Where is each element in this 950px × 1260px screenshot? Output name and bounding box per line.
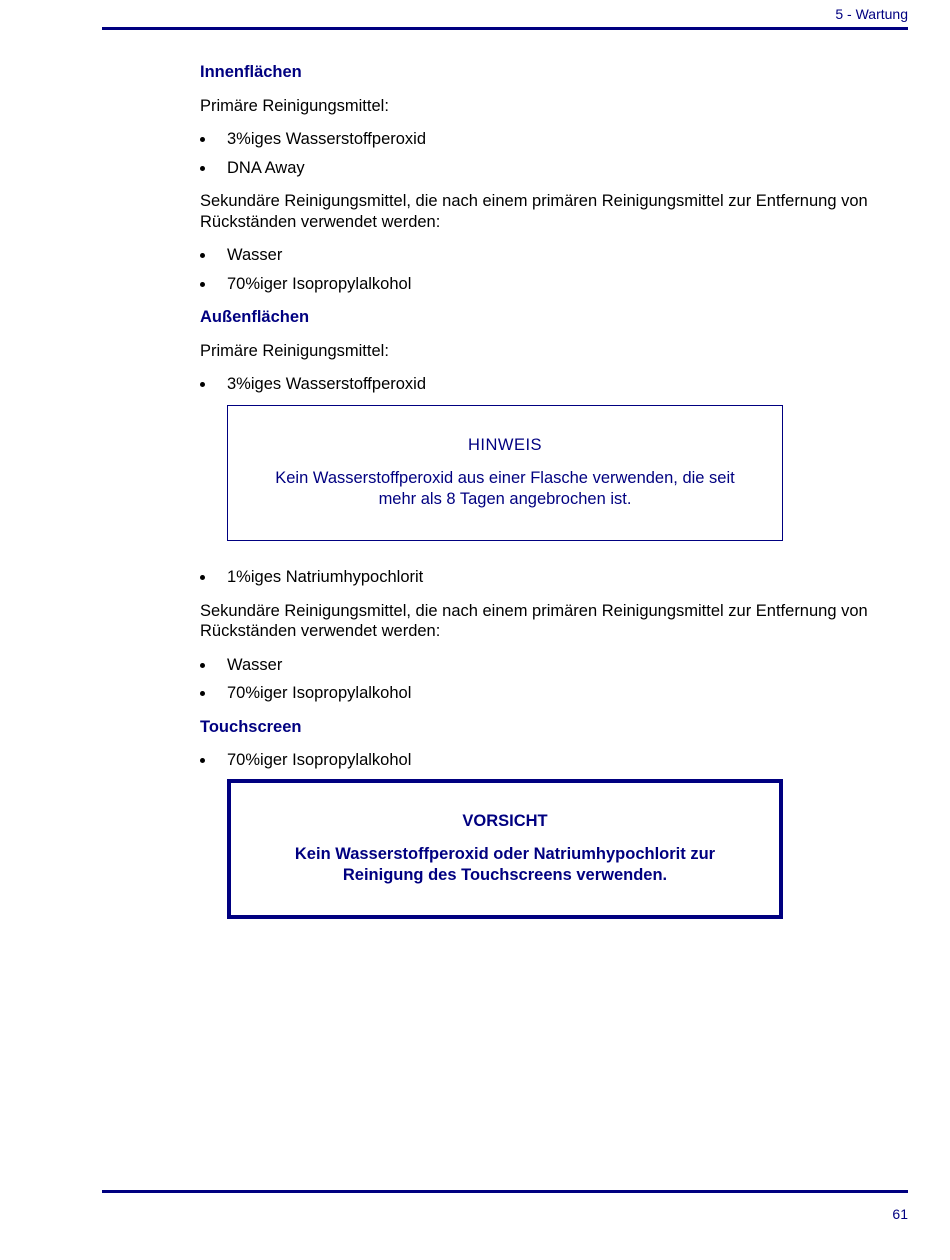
bullet-icon: [200, 253, 205, 258]
page-number: 61: [892, 1206, 908, 1222]
list-item: Wasser: [200, 655, 890, 676]
footer-rule: [102, 1190, 908, 1193]
list-item: 70%iger Isopropylalkohol: [200, 683, 890, 704]
bullet-icon: [200, 137, 205, 142]
bullet-icon: [200, 575, 205, 580]
outer-primary-list-continued: [200, 567, 890, 588]
outer-primary-list: [200, 374, 890, 395]
outer-secondary-label: Sekundäre Reinigungsmittel, die nach einem primären Reinigungsmittel zur Entfernung von Rückständen verwendet werden:: [200, 601, 868, 640]
bullet-icon: [200, 282, 205, 287]
touchscreen-list: [200, 750, 890, 771]
list-item: 3%iges Wasserstoffperoxid: [200, 129, 890, 150]
notice-text: Kein Wasserstoffperoxid aus einer Flasche verwenden, die seit mehr als 8 Tagen angebrochen ist.: [275, 469, 735, 508]
bullet-icon: [200, 663, 205, 668]
header-rule: [102, 27, 908, 30]
bullet-icon: [200, 382, 205, 387]
inner-primary-label: Primäre Reinigungsmittel:: [200, 96, 389, 115]
outer-secondary-list: [200, 655, 890, 704]
caution-box: [227, 779, 783, 920]
bullet-icon: [200, 691, 205, 696]
list-item: 1%iges Natriumhypochlorit: [200, 567, 890, 588]
notice-title: HINWEIS: [467, 435, 543, 454]
list-item: 70%iger Isopropylalkohol: [200, 274, 890, 295]
page-content: [200, 62, 890, 919]
notice-box: [227, 405, 783, 542]
heading-touchscreen: Touchscreen: [200, 717, 302, 736]
bullet-icon: [200, 166, 205, 171]
caution-text: Kein Wasserstoffperoxid oder Natriumhypochlorit zur Reinigung des Touchscreens verwenden.: [294, 845, 716, 884]
inner-secondary-list: [200, 245, 890, 294]
caution-title: VORSICHT: [462, 811, 548, 830]
list-item: Wasser: [200, 245, 890, 266]
bullet-icon: [200, 758, 205, 763]
heading-inner-surfaces: Innenflächen: [200, 63, 302, 81]
list-item: DNA Away: [200, 158, 890, 179]
list-item: 70%iger Isopropylalkohol: [200, 750, 890, 771]
inner-primary-list: [200, 129, 890, 178]
header-section-label: 5 - Wartung: [835, 6, 908, 22]
list-item: 3%iges Wasserstoffperoxid: [200, 374, 890, 395]
outer-primary-label: Primäre Reinigungsmittel:: [200, 341, 389, 360]
inner-secondary-label: Sekundäre Reinigungsmittel, die nach einem primären Reinigungsmittel zur Entfernung von Rückständen verwendet werden:: [200, 192, 868, 231]
heading-outer-surfaces: Außenflächen: [200, 308, 310, 326]
